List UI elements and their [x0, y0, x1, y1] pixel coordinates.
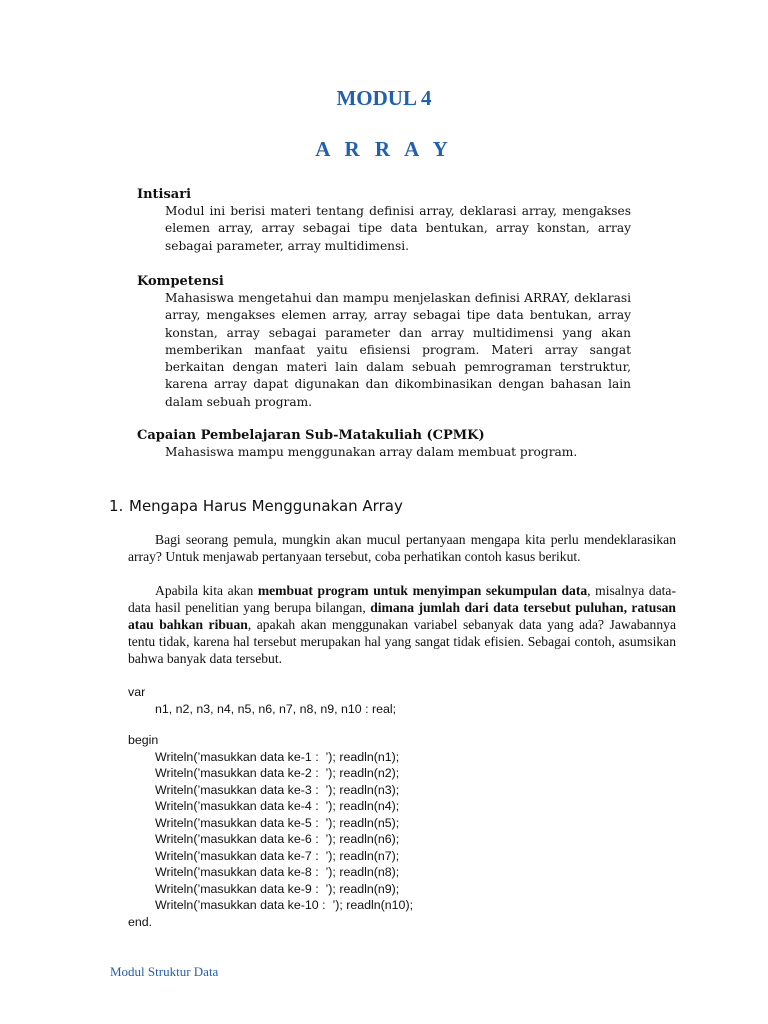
paragraph-2 [128, 582, 676, 667]
code-line: Writeln(’masukkan data ke-9 : ’); readln(n9); [155, 881, 400, 896]
module-title: MODUL 4 [336, 86, 432, 110]
intisari-heading: Intisari [137, 187, 192, 202]
section-title: Mengapa Harus Menggunakan Array [129, 497, 403, 515]
intisari-section [137, 186, 631, 255]
code-begin-block [128, 732, 413, 930]
module-subtitle: A R R A Y [315, 137, 453, 161]
code-line: Writeln(’masukkan data ke-7 : ’); readln(n7); [155, 848, 400, 863]
kompetensi-heading: Kompetensi [137, 274, 224, 289]
intisari-text: Modul ini berisi materi tentang definisi array, deklarasi array, mengakses elemen array, array sebagai tipe data bentukan, array konstan, array sebagai parameter, array multidimensi. [165, 204, 631, 253]
code-line: Writeln(’masukkan data ke-1 : ’); readln(n1); [155, 749, 400, 764]
code-line: Writeln(’masukkan data ke-10 : ’); readln(n10); [155, 898, 414, 912]
cpmk-heading: Capaian Pembelajaran Sub-Matakuliah (CPMK) [137, 428, 485, 443]
para2-segment: Apabila kita akan [155, 583, 258, 598]
code-line: Writeln(’masukkan data ke-8 : ’); readln(n8); [155, 865, 400, 879]
code-end-keyword: end. [128, 914, 153, 929]
section-heading [109, 497, 403, 515]
code-line: Writeln(’masukkan data ke-3 : ’); readln(n3); [155, 782, 400, 797]
code-line: Writeln(’masukkan data ke-5 : ’); readln(n5); [155, 815, 400, 830]
code-line: Writeln(’masukkan data ke-2 : ’); readln(n2); [155, 766, 400, 780]
kompetensi-text: Mahasiswa mengetahui dan mampu menjelaskan definisi ARRAY, deklarasi array, mengakses elemen array, array sebagai tipe data bentukan, array konstan, array sebagai parameter dan array multidimensi yang akan memberikan manfaat yaitu efisiensi program. Materi array sangat berkaitan dengan materi lain dalam sebuah pemrograman terstruktur, karena array dapat digunakan dan dikombinasikan dengan bahasan lain dalam sebuah program. [165, 291, 631, 409]
para2-segment: , misalnya data-data hasil penelitian yang berupa bilangan, [128, 583, 676, 615]
code-var-keyword: var [128, 685, 146, 699]
kompetensi-section [137, 273, 631, 411]
para2-bold-segment: membuat program untuk menyimpan sekumpulan data [257, 583, 588, 598]
section-number: 1. [109, 497, 124, 515]
cpmk-section [137, 427, 631, 461]
code-line: Writeln(’masukkan data ke-4 : ’); readln(n4); [155, 799, 400, 813]
page-footer: Modul Struktur Data [110, 964, 219, 979]
code-line: Writeln(’masukkan data ke-6 : ’); readln(n6); [155, 832, 400, 846]
code-var-block [128, 684, 396, 717]
code-var-declaration: n1, n2, n3, n4, n5, n6, n7, n8, n9, n10 : real; [155, 701, 397, 716]
cpmk-text: Mahasiswa mampu menggunakan array dalam membuat program. [165, 445, 578, 459]
code-begin-keyword: begin [128, 733, 159, 747]
para2-segment: , apakah akan menggunakan variabel sebanyak data yang ada? Jawabannya tentu tidak, karena hal tersebut merupakan hal yang sangat tidak efisien. Sebagai contoh, asumsikan bahwa banyak data tersebut. [128, 617, 676, 666]
paragraph-1 [128, 531, 676, 565]
paragraph-1-text: Bagi seorang pemula, mungkin akan mucul pertanyaan mengapa kita perlu mendeklarasikan array? Untuk menjawab pertanyaan tersebut, coba perhatikan contoh kasus berikut. [128, 532, 676, 564]
paragraph-2-text [128, 582, 676, 667]
para2-bold-segment: dimana jumlah dari data tersebut puluhan, ratusan atau bahkan ribuan [128, 600, 676, 632]
